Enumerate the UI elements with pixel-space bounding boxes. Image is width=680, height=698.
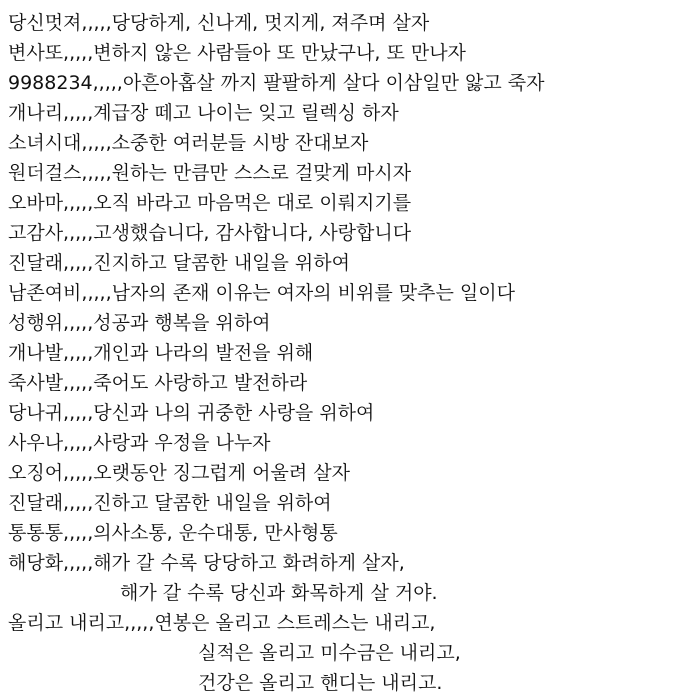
toast-line-18: 통통통,,,,,의사소통, 운수대통, 만사형통 [8, 522, 338, 544]
toast-line-16: 오징어,,,,,오랫동안 징그럽게 어울려 살자 [8, 462, 350, 484]
toast-line-20-continuation: 해가 갈 수록 당신과 화목하게 살 거야. [120, 582, 438, 604]
toast-line-17: 진달래,,,,,진하고 달콤한 내일을 위하여 [8, 492, 332, 514]
toast-line-1: 당신멋져,,,,,당당하게, 신나게, 멋지게, 져주며 살자 [8, 12, 430, 34]
toast-line-10: 남존여비,,,,,남자의 존재 이유는 여자의 비위를 맞추는 일이다 [8, 282, 515, 304]
toast-line-2: 변사또,,,,,변하지 않은 사람들아 또 만났구나, 또 만나자 [8, 42, 466, 64]
toast-line-9: 진달래,,,,,진지하고 달콤한 내일을 위하여 [8, 252, 350, 274]
toast-line-5: 소녀시대,,,,,소중한 여러분들 시방 잔대보자 [8, 132, 369, 154]
toast-line-19: 해당화,,,,,해가 갈 수록 당당하고 화려하게 살자, [8, 552, 405, 574]
toast-line-6: 원더걸스,,,,,원하는 만큼만 스스로 걸맞게 마시자 [8, 162, 412, 184]
toast-line-13: 죽사발,,,,,죽어도 사랑하고 발전하라 [8, 372, 308, 394]
toast-line-7: 오바마,,,,,오직 바라고 마음먹은 대로 이뤄지기를 [8, 192, 412, 214]
toast-line-4: 개나리,,,,,계급장 떼고 나이는 잊고 릴렉싱 하자 [8, 102, 399, 124]
toast-line-15: 사우나,,,,,사랑과 우정을 나누자 [8, 432, 271, 454]
toast-line-11: 성행위,,,,,성공과 행복을 위하여 [8, 312, 271, 334]
toast-line-21: 올리고 내리고,,,,,연봉은 올리고 스트레스는 내리고, [8, 612, 436, 634]
toast-list-document [8, 8, 676, 698]
toast-line-14: 당나귀,,,,,당신과 나의 귀중한 사랑을 위하여 [8, 402, 375, 424]
toast-line-23-continuation: 건강은 올리고 핸디는 내리고. [198, 672, 443, 694]
toast-line-8: 고감사,,,,,고생했습니다, 감사합니다, 사랑합니다 [8, 222, 412, 244]
toast-line-22-continuation: 실적은 올리고 미수금은 내리고, [198, 642, 461, 664]
toast-line-3: 9988234,,,,,아흔아홉살 까지 팔팔하게 살다 이삼일만 앓고 죽자 [8, 72, 545, 94]
toast-line-12: 개나발,,,,,개인과 나라의 발전을 위해 [8, 342, 314, 364]
